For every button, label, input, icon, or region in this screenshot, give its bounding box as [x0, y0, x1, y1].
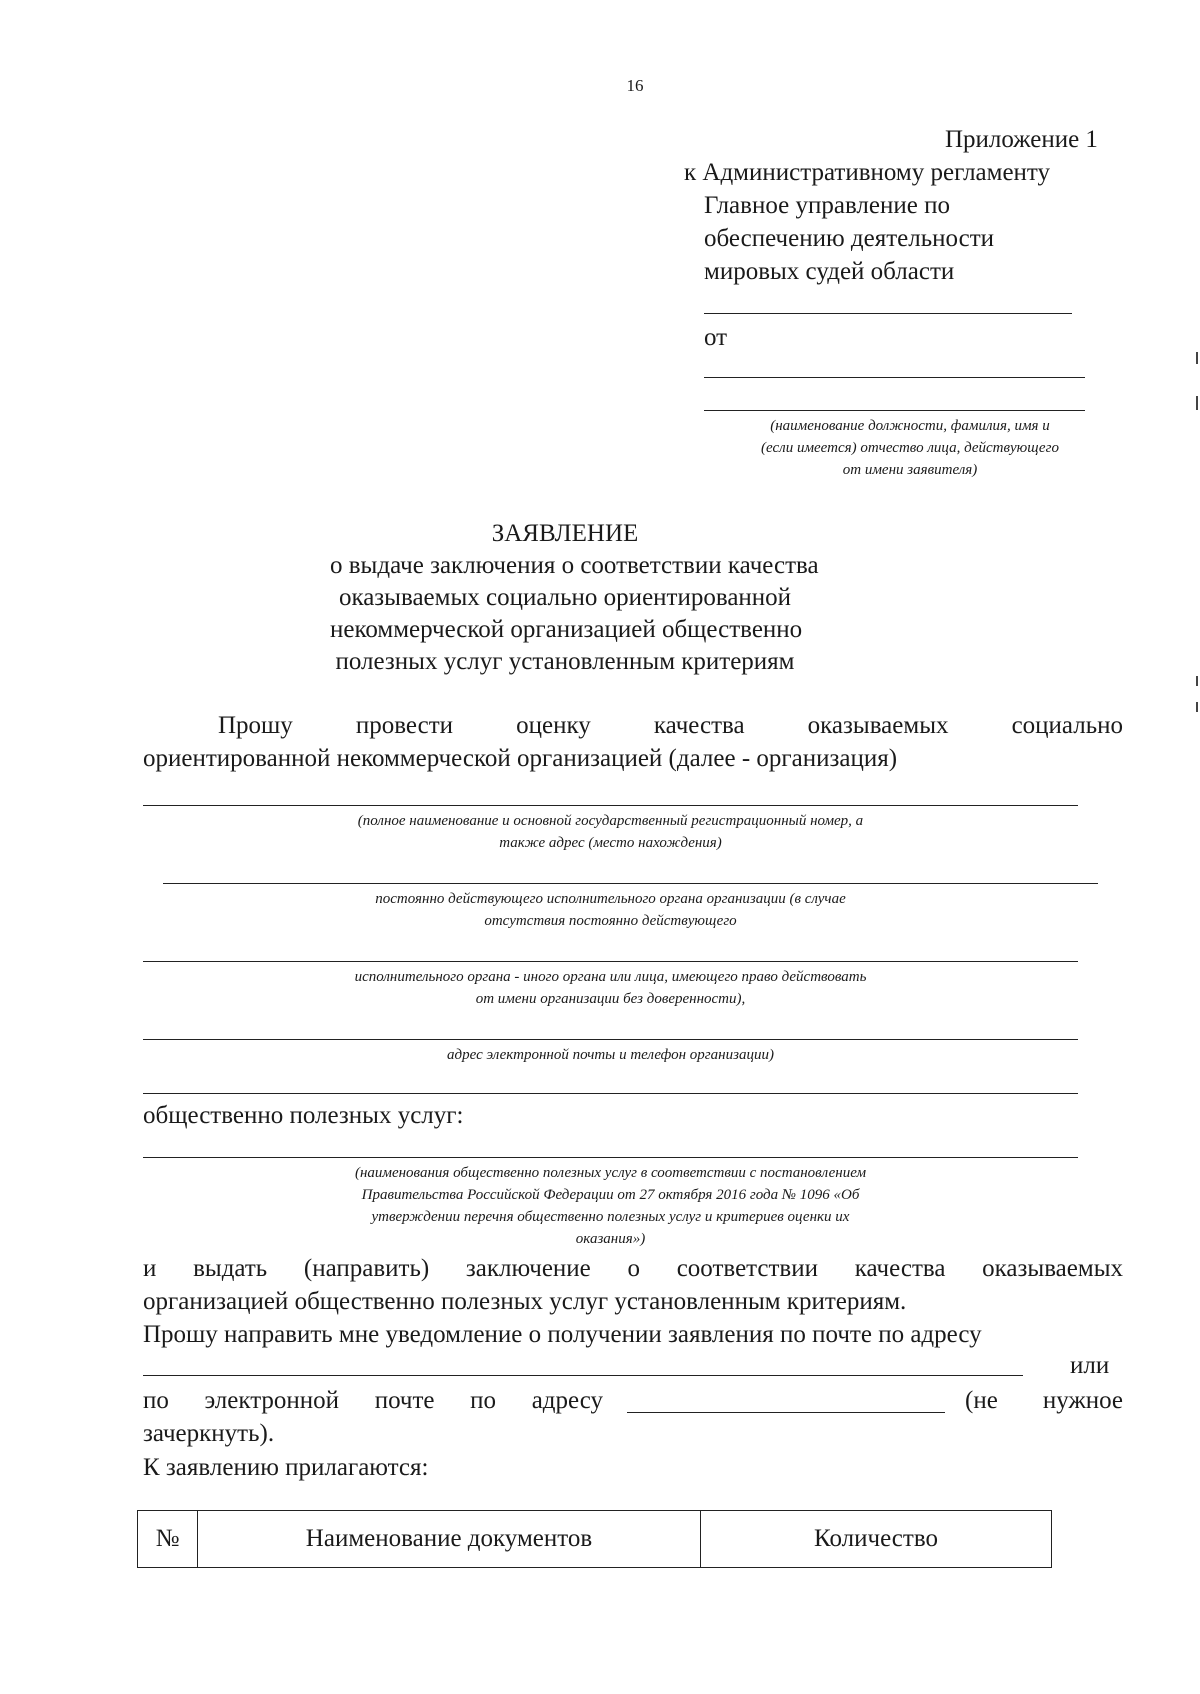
- applicant-caption-2: (если имеется) отчество лица, действующего: [761, 440, 1059, 456]
- strike-note: (не нужное: [965, 1387, 1123, 1414]
- attachments-table: [137, 1510, 1052, 1568]
- services-caption-4: оказания»): [575, 1231, 646, 1247]
- page-number: 16: [626, 76, 644, 95]
- document-subtitle-3: некоммерческой организацией общественно: [330, 616, 803, 643]
- extra-blank-line: [143, 1093, 1078, 1094]
- notify-line-1: Прошу направить мне уведомление о получении заявления по почте по адресу: [143, 1321, 982, 1348]
- email-label: по электронной почте по адресу: [143, 1387, 603, 1414]
- services-label: общественно полезных услуг:: [143, 1102, 464, 1129]
- request-line-1: Прошу провести оценку качества оказываемых социально: [218, 712, 1123, 739]
- postal-address-blank-line: [143, 1375, 1023, 1376]
- addressee-line-2: обеспечению деятельности: [704, 225, 995, 252]
- org-caption-c2: от имени организации без доверенности),: [475, 991, 746, 1007]
- services-caption-1: (наименования общественно полезных услуг в соответствии с постановлением: [354, 1165, 867, 1181]
- document-subtitle-1: о выдаче заключения о соответствии качества: [330, 552, 819, 579]
- strike-note-end: зачеркнуть).: [143, 1420, 275, 1447]
- table-header-documents: Наименование документов: [198, 1511, 701, 1568]
- document-subtitle-2: оказываемых социально ориентированной: [338, 584, 792, 611]
- addressee-line-1: Главное управление по: [704, 192, 950, 219]
- contacts-blank-line: [143, 1039, 1078, 1040]
- services-caption-2: Правительства Российской Федерации от 27 октября 2016 года № 1096 «Об: [361, 1187, 860, 1203]
- services-caption-3: утверждении перечня общественно полезных услуг и критериев оценки их: [371, 1209, 850, 1225]
- applicant-blank-line-2: [704, 410, 1085, 411]
- services-blank-line: [143, 1157, 1078, 1158]
- table-header-number: №: [138, 1511, 198, 1568]
- scan-mark: [1196, 396, 1198, 410]
- issue-line-2: организацией общественно полезных услуг установленным критериям.: [143, 1288, 907, 1315]
- scan-mark: [1196, 352, 1198, 364]
- applicant-blank-line-1: [704, 377, 1085, 378]
- org-caption-b2: отсутствия постоянно действующего: [484, 913, 737, 929]
- table-header-quantity: Количество: [701, 1511, 1052, 1568]
- addressee-blank-line: [704, 313, 1072, 314]
- addressee-line-3: мировых судей области: [704, 258, 955, 285]
- org-name-blank-line: [143, 805, 1078, 806]
- document-title: ЗАЯВЛЕНИЕ: [491, 520, 639, 547]
- org-caption-b1: постоянно действующего исполнительного органа организации (в случае: [375, 891, 846, 907]
- org-caption-a1: (полное наименование и основной государственный регистрационный номер, а: [357, 813, 864, 829]
- document-subtitle-4: полезных услуг установленным критериям: [335, 648, 795, 675]
- scan-mark: [1196, 676, 1198, 686]
- table-header-row: [138, 1511, 1052, 1568]
- from-label: от: [704, 324, 728, 351]
- attachments-label: К заявлению прилагаются:: [143, 1454, 429, 1481]
- org-caption-c1: исполнительного органа - иного органа или лица, имеющего право действовать: [354, 969, 867, 985]
- executive-body-blank-line: [143, 961, 1078, 962]
- appendix-label: Приложение 1: [945, 126, 1098, 153]
- or-word: или: [1070, 1352, 1110, 1379]
- email-blank-line: [627, 1412, 945, 1413]
- request-line-2: ориентированной некоммерческой организацией (далее - организация): [143, 745, 898, 772]
- scan-mark: [1196, 702, 1198, 712]
- org-caption-a2: также адрес (место нахождения): [499, 835, 722, 851]
- applicant-caption-3: от имени заявителя): [842, 462, 978, 478]
- org-caption-d1: адрес электронной почты и телефон организации): [447, 1047, 774, 1063]
- org-address-blank-line: [163, 883, 1098, 884]
- applicant-caption-1: (наименование должности, фамилия, имя и: [770, 418, 1050, 434]
- issue-line-1: и выдать (направить) заключение о соответствии качества оказываемых: [143, 1255, 1123, 1282]
- regulation-ref: к Административному регламенту: [684, 159, 1051, 186]
